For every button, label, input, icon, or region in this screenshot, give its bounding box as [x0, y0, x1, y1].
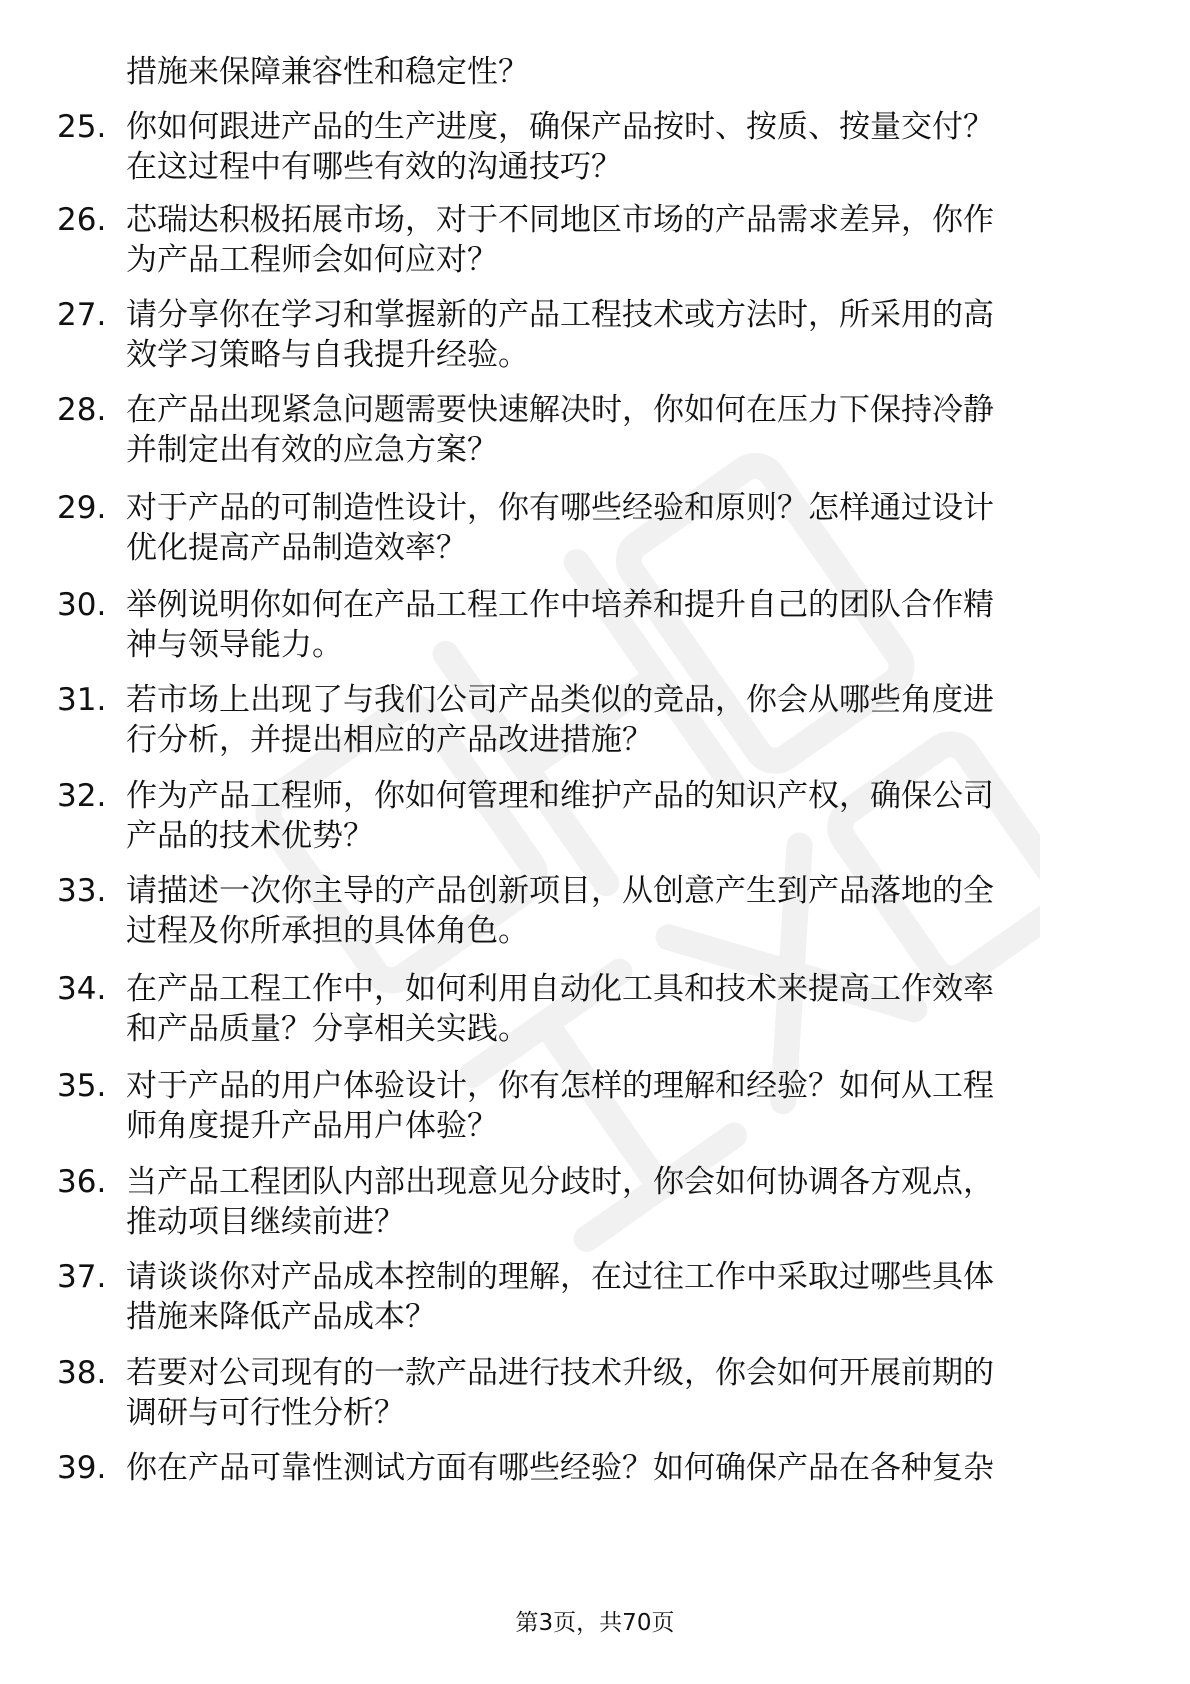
page-footer: 第3页，共70页 [515, 1610, 675, 1636]
question-text-line: 在这过程中有哪些有效的沟通技巧？ [126, 149, 622, 185]
question-number: 29. [57, 490, 107, 526]
continuation-line: 措施来保障兼容性和稳定性？ [126, 54, 529, 90]
question-number: 36. [57, 1164, 107, 1200]
question-text-line: 当产品工程团队内部出现意见分歧时，你会如何协调各方观点， [126, 1164, 994, 1200]
question-text-line: 为产品工程师会如何应对？ [126, 242, 498, 278]
question-text-line: 请谈谈你对产品成本控制的理解，在过往工作中采取过哪些具体 [126, 1259, 994, 1295]
question-number: 25. [57, 109, 107, 145]
question-number: 28. [57, 392, 107, 428]
question-text-line: 你在产品可靠性测试方面有哪些经验？如何确保产品在各种复杂 [126, 1450, 994, 1486]
question-text-line: 请分享你在学习和掌握新的产品工程技术或方法时，所采用的高 [126, 297, 994, 333]
question-text-line: 在产品工程工作中，如何利用自动化工具和技术来提高工作效率 [126, 971, 994, 1007]
question-number: 38. [57, 1355, 107, 1391]
question-text-line: 和产品质量？分享相关实践。 [126, 1011, 529, 1047]
question-text-line: 若要对公司现有的一款产品进行技术升级，你会如何开展前期的 [126, 1355, 994, 1391]
question-number: 37. [57, 1259, 107, 1295]
question-text-line: 师角度提升产品用户体验？ [126, 1108, 498, 1144]
question-text-line: 对于产品的用户体验设计，你有怎样的理解和经验？如何从工程 [126, 1068, 994, 1104]
question-text-line: 请描述一次你主导的产品创新项目，从创意产生到产品落地的全 [126, 873, 994, 909]
question-text-line: 调研与可行性分析？ [126, 1395, 405, 1431]
question-text-line: 你如何跟进产品的生产进度，确保产品按时、按质、按量交付？ [126, 109, 994, 145]
question-text-line: 过程及你所承担的具体角色。 [126, 913, 529, 949]
question-number: 32. [57, 778, 107, 814]
question-number: 31. [57, 682, 107, 718]
question-number: 27. [57, 297, 107, 333]
question-text-line: 行分析，并提出相应的产品改进措施？ [126, 722, 653, 758]
question-number: 35. [57, 1068, 107, 1104]
question-text-line: 产品的技术优势？ [126, 818, 374, 854]
question-number: 26. [57, 202, 107, 238]
question-text-line: 对于产品的可制造性设计，你有哪些经验和原则？怎样通过设计 [126, 490, 994, 526]
question-text-line: 措施来降低产品成本？ [126, 1299, 436, 1335]
question-text-line: 作为产品工程师，你如何管理和维护产品的知识产权，确保公司 [126, 778, 994, 814]
question-text-line: 并制定出有效的应急方案？ [126, 432, 498, 468]
question-number: 33. [57, 873, 107, 909]
question-text-line: 若市场上出现了与我们公司产品类似的竞品，你会从哪些角度进 [126, 682, 994, 718]
question-text-line: 效学习策略与自我提升经验。 [126, 337, 529, 373]
question-number: 39. [57, 1450, 107, 1486]
question-text-line: 推动项目继续前进？ [126, 1204, 405, 1240]
question-text-line: 优化提高产品制造效率？ [126, 530, 467, 566]
question-text-line: 在产品出现紧急问题需要快速解决时，你如何在压力下保持冷静 [126, 392, 994, 428]
question-number: 34. [57, 971, 107, 1007]
question-text-line: 芯瑞达积极拓展市场，对于不同地区市场的产品需求差异，你作 [126, 202, 994, 238]
question-text-line: 神与领导能力。 [126, 627, 343, 663]
question-text-line: 举例说明你如何在产品工程工作中培养和提升自己的团队合作精 [126, 587, 994, 623]
question-number: 30. [57, 587, 107, 623]
